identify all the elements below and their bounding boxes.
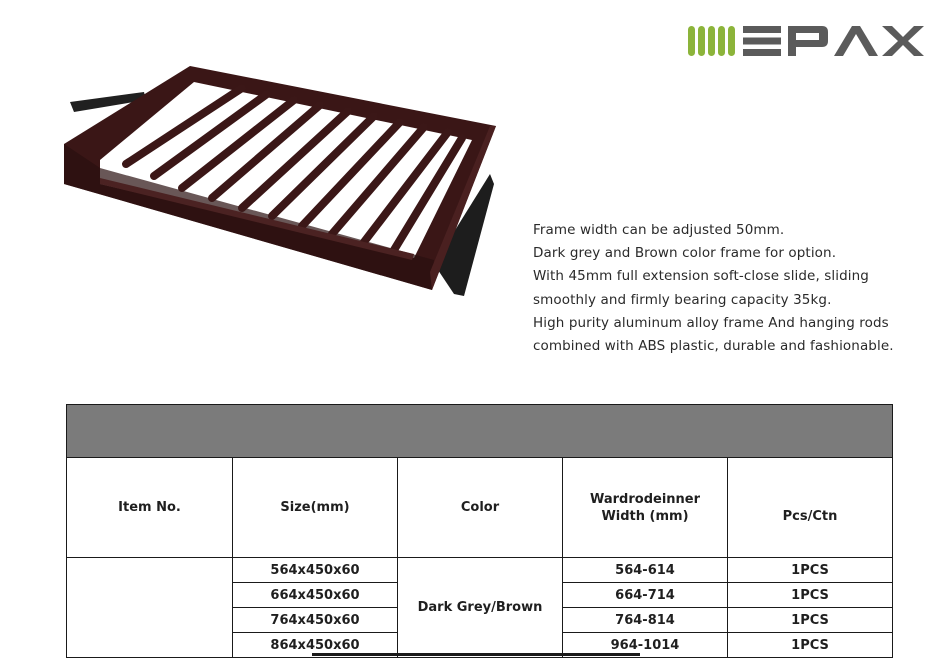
cell-width: 664-714	[563, 583, 728, 608]
description-line: smoothly and firmly bearing capacity 35kg.	[533, 291, 832, 308]
header-wardrobe-line1: Wardrodeinner	[589, 491, 701, 507]
table-row	[67, 558, 893, 583]
cell-width: 764-814	[563, 608, 728, 633]
header-wardrobe-width	[563, 458, 728, 558]
cell-pcs: 1PCS	[728, 633, 893, 658]
cell-pcs: 1PCS	[728, 583, 893, 608]
description-line: With 45mm full extension soft-close slide, sliding	[533, 268, 869, 285]
cell-width: 964-1014	[563, 633, 728, 658]
cell-size: 564x450x60	[233, 558, 398, 583]
leaf-stripes-icon	[688, 22, 924, 60]
specification-table	[66, 404, 893, 658]
cell-pcs: 1PCS	[728, 608, 893, 633]
header-wardrobe-line2: Width (mm)	[601, 508, 689, 524]
product-description	[533, 219, 933, 358]
table-header-row	[67, 458, 893, 558]
description-line: Dark grey and Brown color frame for option.	[533, 245, 837, 262]
header-color: Color	[398, 458, 563, 558]
cell-color: Dark Grey/Brown	[398, 558, 563, 658]
cell-item-no	[67, 558, 233, 658]
header-size: Size(mm)	[233, 458, 398, 558]
product-image	[62, 64, 498, 298]
cell-size: 764x450x60	[233, 608, 398, 633]
pull-out-trouser-rack-icon	[62, 64, 498, 298]
table-title-band	[67, 405, 893, 458]
description-line: Frame width can be adjusted 50mm.	[533, 222, 785, 238]
cell-size: 664x450x60	[233, 583, 398, 608]
cell-pcs: 1PCS	[728, 558, 893, 583]
header-item-no: Item No.	[67, 458, 233, 558]
description-line: High purity aluminum alloy frame And hanging rods	[533, 314, 889, 331]
header-pcs-ctn: Pcs/Ctn	[728, 458, 893, 558]
cell-size: 864x450x60	[233, 633, 398, 658]
cell-width: 564-614	[563, 558, 728, 583]
brand-name	[924, 22, 925, 23]
description-line: combined with ABS plastic, durable and fashionable.	[533, 338, 894, 355]
brand-logo	[688, 22, 924, 60]
